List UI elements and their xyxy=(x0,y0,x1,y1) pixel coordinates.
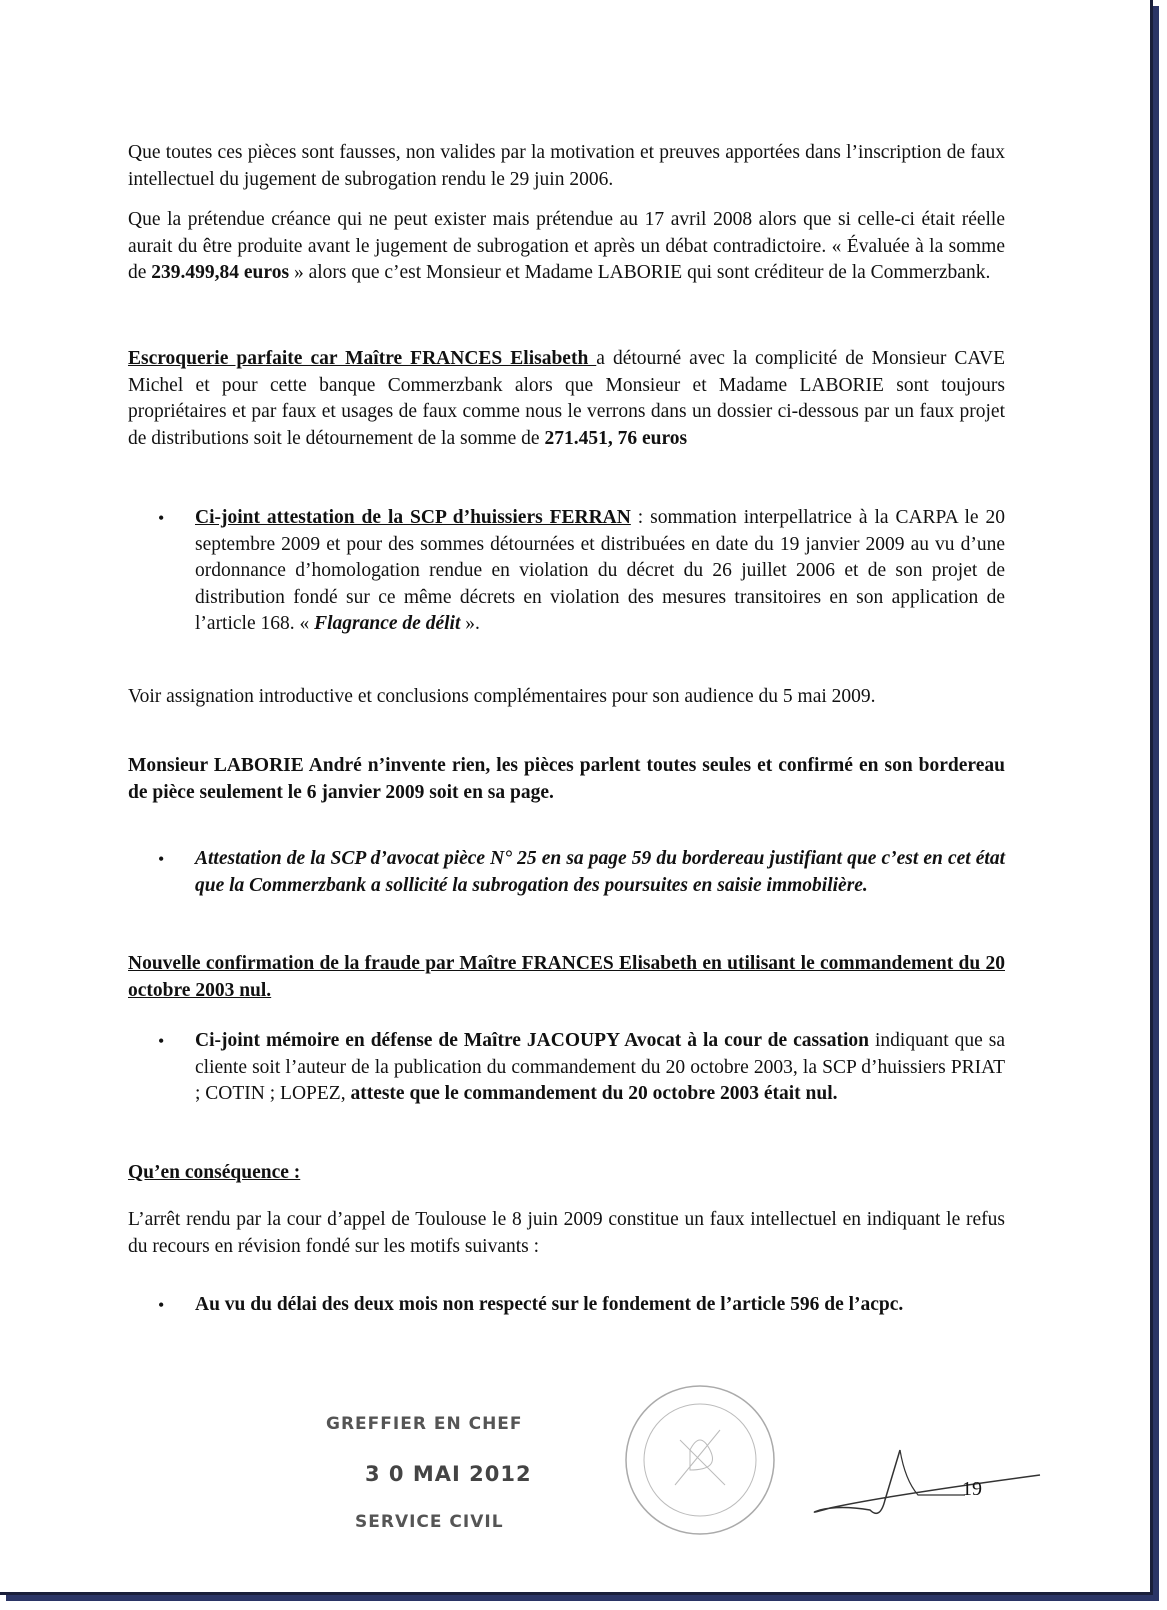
bullet-icon: • xyxy=(158,849,165,869)
amount: 239.499,84 euros xyxy=(151,262,290,283)
bullet-icon: • xyxy=(158,508,165,528)
emphasis: Flagrance de délit xyxy=(314,613,461,634)
heading-inline: Escroquerie parfaite car Maître FRANCES Elisabeth xyxy=(128,348,597,369)
court-seal-icon xyxy=(620,1380,780,1540)
amount: 271.451, 76 euros xyxy=(544,427,688,449)
paragraph-text: » alors que c’est Monsieur et Madame LABORIE qui sont créditeur de la Commerzbank. xyxy=(289,262,991,283)
paragraph-text: Au vu du délai des deux mois non respecté sur le fondement de l’article 596 de l’acpc. xyxy=(195,1294,904,1315)
bullet-item xyxy=(158,1028,1005,1108)
stamp-service: SERVICE CIVIL xyxy=(355,1512,504,1532)
bullet-item xyxy=(158,846,1005,899)
paragraph-text: Que la prétendue créance qui ne peut exister mais prétendue au 17 avril 2008 alors que si celle-ci était réelle aurait du être produite avant le jugement de subrogation et après un débat contradictoire. « Évaluée à la somme de xyxy=(128,209,1005,283)
stamp-greffier: GREFFIER EN CHEF xyxy=(326,1414,523,1434)
paragraph-text: : sommation interpellatrice à la CARPA le 20 septembre 2009 et pour des sommes détournées et distribuées en date du 19 janvier 2009 au vu d’une ordonnance d’homologation rendue en violation du décret du 26 juillet 2006 et de son projet de distribution fondé sur ce même décrets en violation des mesures transitoires en son application de l’article 168. « xyxy=(195,507,1006,634)
paragraph xyxy=(128,684,1005,711)
page-number: 19 xyxy=(962,1478,982,1500)
paragraph-text: indiquant que sa cliente soit l’auteur de la publication du commandement du 20 octobre 2003, la SCP d’huissiers PRIAT ; COTIN ; LOPEZ, xyxy=(195,1030,1005,1104)
bullet-item xyxy=(158,505,1006,638)
paragraph xyxy=(128,140,1005,193)
bullet-icon: • xyxy=(158,1295,165,1315)
paragraph-text: ». xyxy=(460,613,480,634)
paragraph-text: a détourné avec la complicité de Monsieur CAVE Michel et pour cette banque Commerzbank alors que Monsieur et Madame LABORIE sont toujours propriétaires et par faux et usages de faux comme nous le verrons dans un dossier ci-dessous par un faux projet de distributions soit le détournement de la somme de xyxy=(128,348,1005,449)
paragraph-text: Que toutes ces pièces sont fausses, non valides par la motivation et preuves apportées dans l’inscription de faux intellectuel du jugement de subrogation rendu le 29 juin 2006. xyxy=(128,142,1005,190)
bullet-item xyxy=(158,1292,1005,1319)
paragraph-text: Voir assignation introductive et conclusions complémentaires pour son audience du 5 mai 2009. xyxy=(128,686,876,707)
paragraph xyxy=(128,346,1005,452)
paragraph xyxy=(128,951,1005,1004)
paragraph xyxy=(128,1160,1005,1187)
emphasis: atteste que le commandement du 20 octobre 2003 était nul. xyxy=(350,1083,838,1104)
paragraph xyxy=(128,753,1005,806)
section-heading: Nouvelle confirmation de la fraude par Maître FRANCES Elisabeth en utilisant le commandement du 20 octobre 2003 nul. xyxy=(128,953,1005,1001)
bullet-icon: • xyxy=(158,1031,165,1051)
paragraph xyxy=(128,207,1005,287)
signature-icon xyxy=(800,1440,1060,1530)
stamp-date: 3 0 MAI 2012 xyxy=(365,1462,532,1486)
paragraph xyxy=(128,1207,1005,1260)
paragraph-text: L’arrêt rendu par la cour d’appel de Toulouse le 8 juin 2009 constitue un faux intellectuel en indiquant le refus du recours en révision fondé sur les motifs suivants : xyxy=(128,1209,1005,1257)
paragraph-text: Monsieur LABORIE André n’invente rien, les pièces parlent toutes seules et confirmé en son bordereau de pièce seulement le 6 janvier 2009 soit en sa page. xyxy=(128,755,1005,803)
paragraph-text: Attestation de la SCP d’avocat pièce N° 25 en sa page 59 du bordereau justifiant que c’est en cet état que la Commerzbank a sollicité la subrogation des poursuites en saisie immobilière. xyxy=(195,848,1005,896)
bullet-heading: Ci-joint mémoire en défense de Maître JACOUPY Avocat à la cour de cassation xyxy=(195,1030,869,1051)
bullet-heading: Ci-joint attestation de la SCP d’huissiers FERRAN xyxy=(195,507,631,528)
section-heading: Qu’en conséquence : xyxy=(128,1162,301,1183)
